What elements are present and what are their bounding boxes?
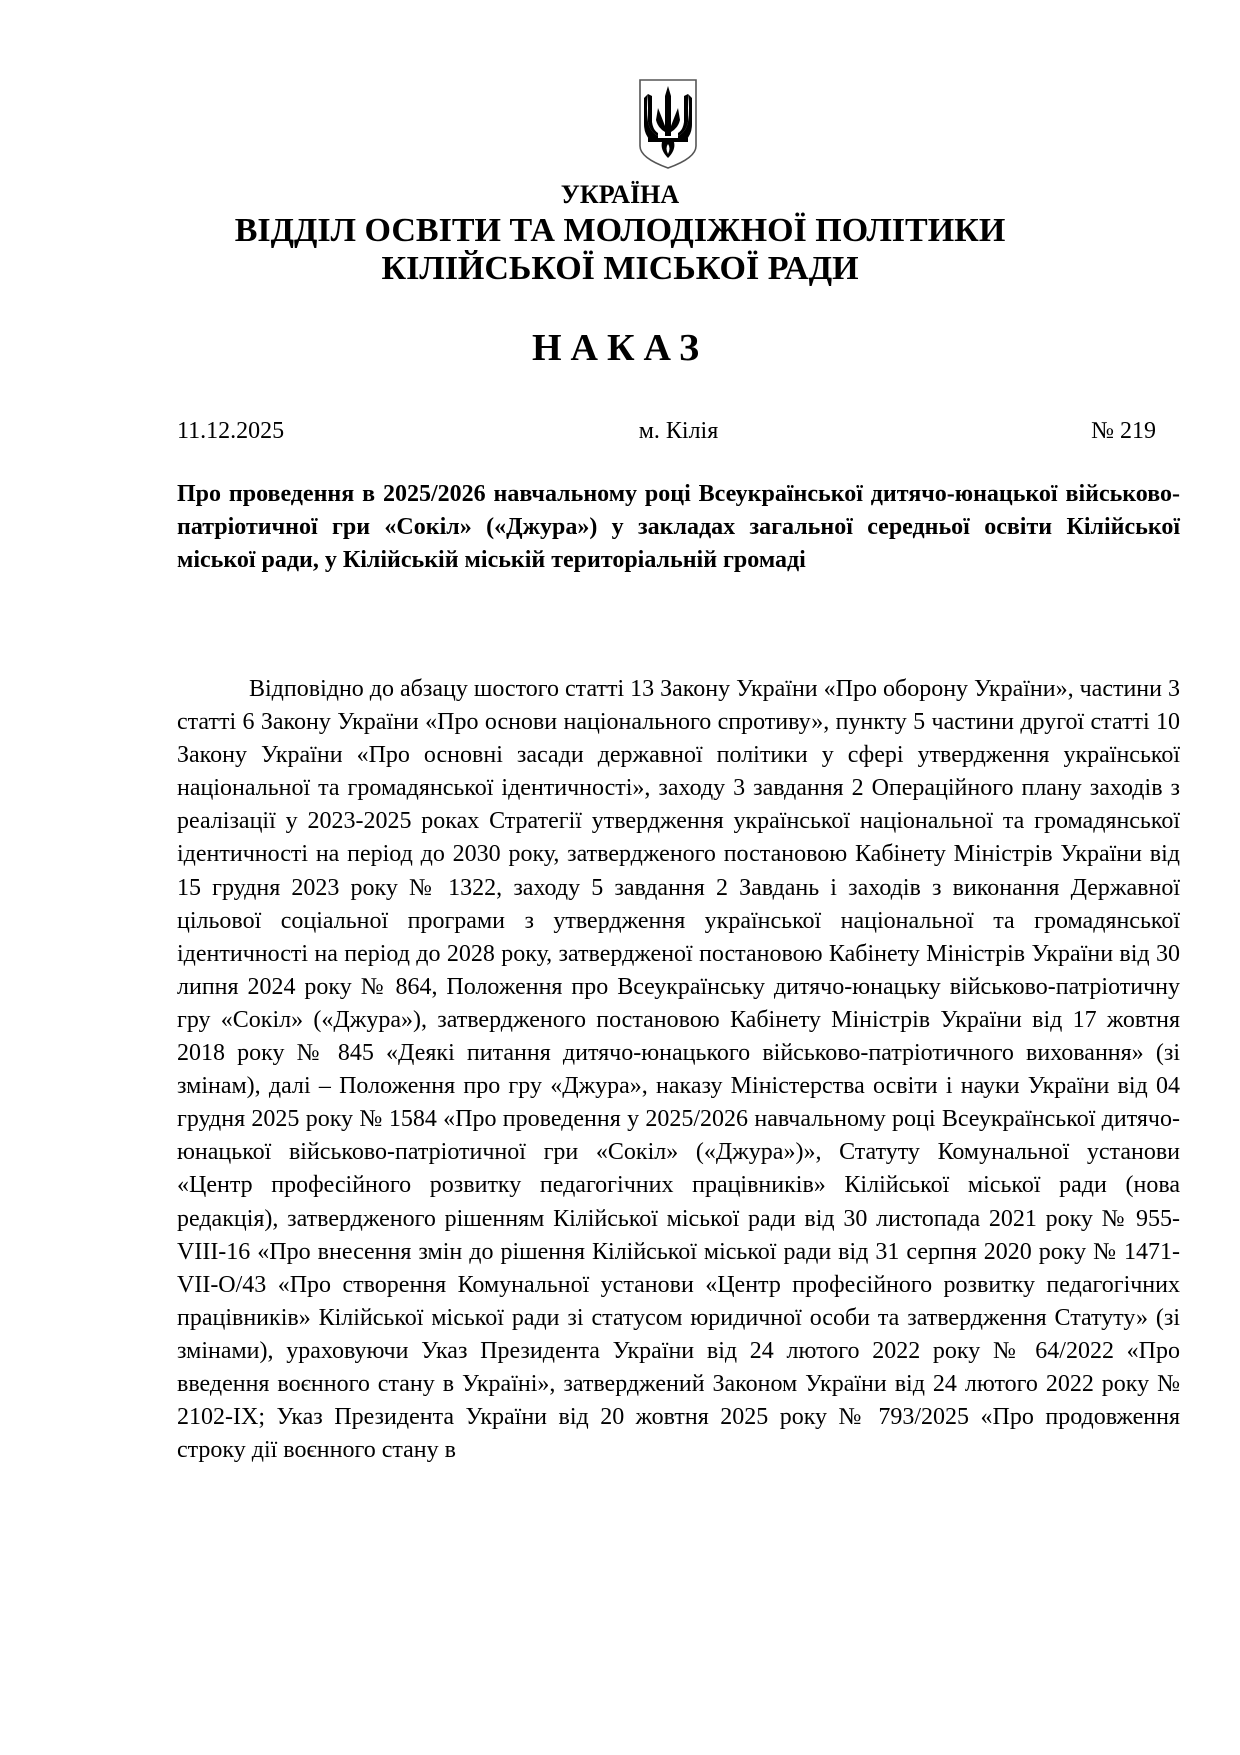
coat-of-arms-icon	[638, 78, 698, 170]
country-title: УКРАЇНА	[560, 180, 680, 209]
body-paragraph: Відповідно до абзацу шостого статті 13 Закону України «Про оборону України», частини 3 статті 6 Закону України «Про основи національного спротиву», пункту 5 частини другої статті 10 Закону України «Про основні засади державної політики у сфері утвердження української національної та громадянської ідентичності», заходу 3 завдання 2 Операційного плану заходів з реалізації у 2023-2025 роках Стратегії утвердження української національної та громадянської ідентичності на період до 2030 року, затвердженого постановою Кабінету Міністрів України від 15 грудня 2023 року № 1322, заходу 5 завдання 2 Завдань і заходів з виконання Державної цільової соціальної програми з утвердження української національної та громадянської ідентичності на період до 2028 року, затвердженої постановою Кабінету Міністрів України від 30 липня 2024 року № 864, Положення про Всеукраїнську дитячо-юнацьку військово-патріотичну гру «Сокіл» («Джура»), затвердженого постановою Кабінету Міністрів України від 17 жовтня 2018 року № 845 «Деякі питання дитячо-юнацького військово-патріотичного виховання» (зі змінам), далі – Положення про гру «Джура», наказу Міністерства освіти і науки України від 04 грудня 2025 року № 1584 «Про проведення у 2025/2026 навчальному році Всеукраїнської дитячо-юнацької військово-патріотичної гри «Сокіл» («Джура»)», Статуту Комунальної установи «Центр професійного розвитку педагогічних працівників» Кілійської міської ради (нова редакція), затвердженого рішенням Кілійської міської ради від 30 листопада 2021 року № 955-VIII-16 «Про внесення змін до рішення Кілійської міської ради від 31 серпня 2020 року № 1471-VII-О/43 «Про створення Комунальної установи «Центр професійного розвитку педагогічних працівників» Кілійської міської ради зі статусом юридичної особи та затвердження Статуту» (зі змінами), ураховуючи Указ Президента України від 24 лютого 2022 року № 64/2022 «Про введення воєнного стану в Україні», затверджений Законом України від 24 лютого 2022 року № 2102-IX; Указ Президента України від 20 жовтня 2025 року № 793/2025 «Про продовження строку дії воєнного стану в	[177, 676, 1180, 1464]
order-city: м. Кілія	[638, 418, 719, 444]
organization-name-line1: ВІДДІЛ ОСВІТИ ТА МОЛОДІЖНОЇ ПОЛІТИКИ	[234, 212, 1006, 249]
organization-name-line2: КІЛІЙСЬКОЇ МІСЬКОЇ РАДИ	[381, 250, 859, 287]
order-number: № 219	[1091, 418, 1156, 444]
order-meta-row	[177, 418, 1180, 452]
order-date: 11.12.2025	[177, 418, 285, 444]
order-subject: Про проведення в 2025/2026 навчальному році Всеукраїнської дитячо-юнацької військово-патріотичної гри «Сокіл» («Джура») у закладах загальної середньої освіти Кілійської міської ради, у Кілійській міській територіальній громаді	[177, 481, 1180, 573]
document-type-title: НАКАЗ	[531, 327, 709, 369]
